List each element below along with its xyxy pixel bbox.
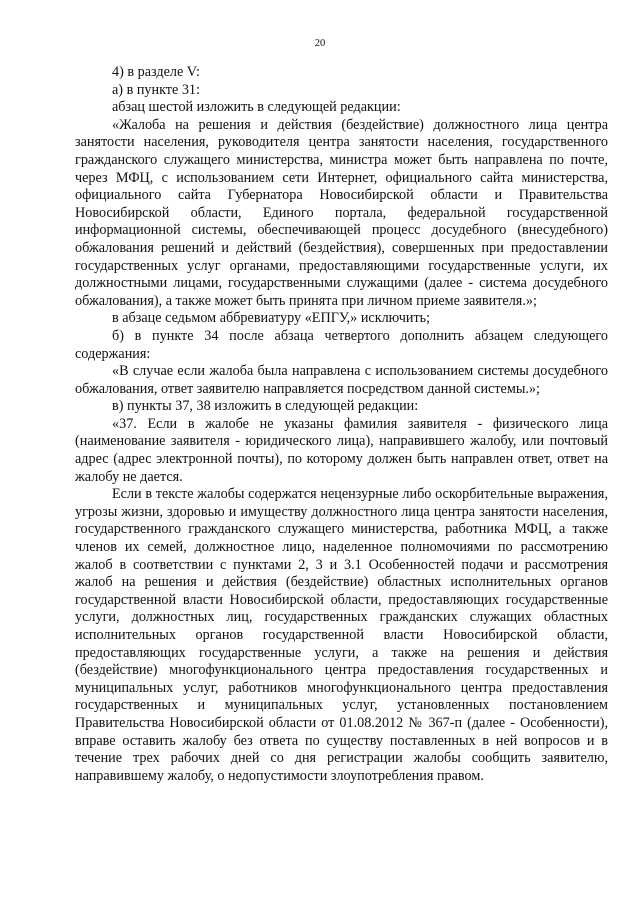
paragraph-point-31: а) в пункте 31: <box>112 81 200 98</box>
paragraph-point-37: «37. Если в жалобе не указаны фамилия заявителя - физического лица (наименование заявителя - юридического лица), направившего жалобу, или почтовый адрес (адрес электронной почты), по которому должен быть направлен ответ, ответ на жалобу не дается. <box>75 415 608 485</box>
paragraph-sixth-abzac: абзац шестой изложить в следующей редакции: <box>112 99 401 116</box>
document-body <box>75 64 608 785</box>
page-number: 20 <box>314 38 326 49</box>
paragraph-complaint-channels: «Жалоба на решения и действия (бездействие) должностного лица центра занятости населения, руководителя центра занятости населения, государственного гражданского служащего министерства, министра может быть направлена по почте, через МФЦ, с использованием сети Интернет, официального сайта министерства, официального сайта Губернатора Новосибирской области и Правительства Новосибирской области, Единого портала, федеральной государственной информационной системы, обеспечивающей процесс досудебного (внесудебного) обжалования решений и действий (бездействия), совершенных при предоставлении государственных услуг органами, предоставляющими государственные услуги, их должностными лицами, государственными служащими (далее - система досудебного обжалования), а также может быть принята при личном приеме заявителя.»; <box>75 116 608 309</box>
paragraph-obscene-language: Если в тексте жалобы содержатся нецензурные либо оскорбительные выражения, угрозы жизни, здоровью и имуществу должностного лица центра занятости населения, государственного гражданского служащего министерства, работника МФЦ, а также членов их семей, должностное лицо, наделенное полномочиями по рассмотрению жалоб в соответствии с пунктами 2, 3 и 3.1 Особенностей подачи и рассмотрения жалоб на решения и действия (бездействие) областных исполнительных органов государственной власти Новосибирской области, предоставляющих государственные услуги, должностных лиц, государственных гражданских служащих областных исполнительных органов государственной власти Новосибирской области, предоставляющих государственные услуги, а также на решения и действия (бездействие) многофункционального центра предоставления государственных и муниципальных услуг, работников многофункционального центра предоставления государственных и муниципальных услуг, установленных постановлением Правительства Новосибирской области от 01.08.2012 № 367-п (далее - Особенности), вправе оставить жалобу без ответа по существу поставленных в ней вопросов и в течение трех рабочих дней со дня регистрации жалобы сообщить заявителю, направившему жалобу, о недопустимости злоупотребления правом. <box>75 486 608 784</box>
paragraph-points-37-38: в) пункты 37, 38 изложить в следующей редакции: <box>112 398 419 415</box>
paragraph-point-34: б) в пункте 34 после абзаца четвертого дополнить абзацем следующего содержания: <box>75 327 608 362</box>
paragraph-system-answer: «В случае если жалоба была направлена с использованием системы досудебного обжалования, ответ заявителю направляется посредством данной системы.»; <box>75 363 608 397</box>
paragraph-section-v: 4) в разделе V: <box>112 64 200 80</box>
paragraph-seventh-abzac: в абзаце седьмом аббревиатуру «ЕПГУ,» исключить; <box>112 310 431 327</box>
